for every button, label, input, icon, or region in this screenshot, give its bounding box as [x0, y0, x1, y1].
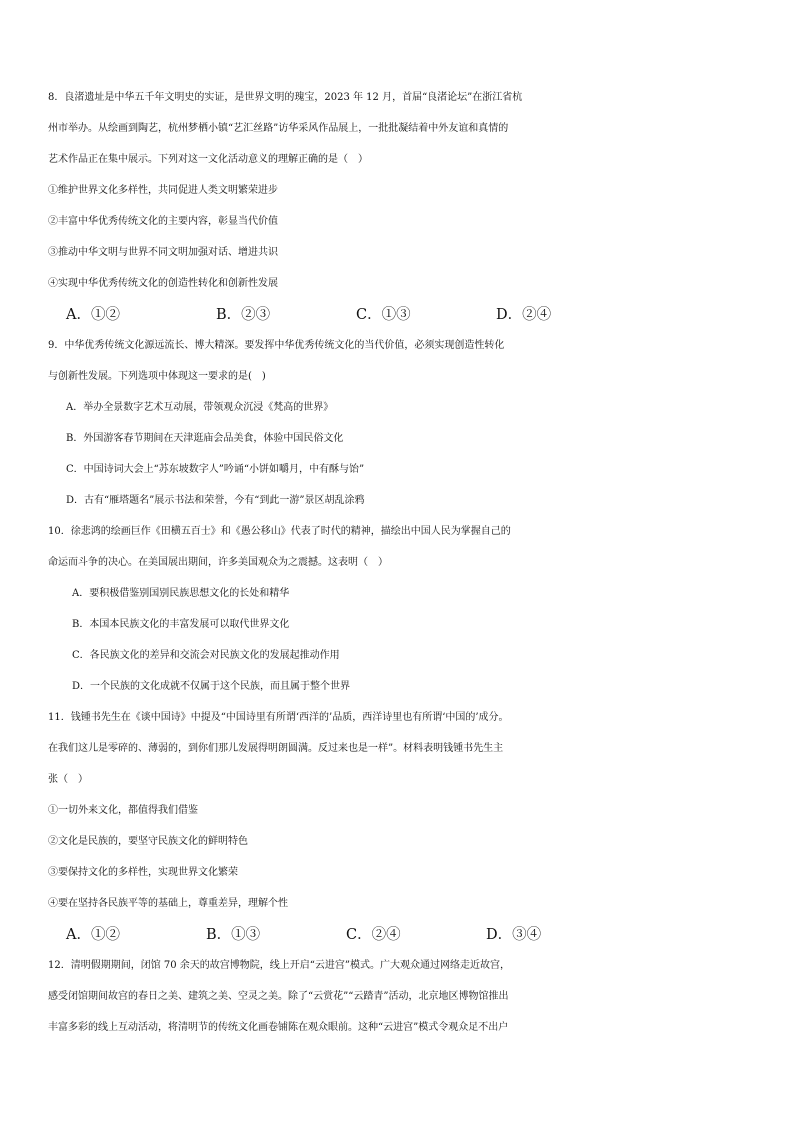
q8-line-2: 州市举办。从绘画到陶艺，杭州梦栖小镇“艺汇丝路”访华采风作品展上，一批批凝结着中外友谊和真情的 — [48, 123, 509, 134]
q8-statement-2: ②丰富中华优秀传统文化的主要内容，彰显当代价值 — [48, 216, 278, 227]
q10-option-a[interactable]: A．要积极借鉴别国别民族思想文化的长处和精华 — [72, 588, 290, 599]
q8-option-c[interactable]: C．①③ — [356, 307, 411, 323]
q9-line-2: 与创新性发展。下列选项中体现这一要求的是( ) — [48, 371, 266, 382]
q9-option-c[interactable]: C．中国诗词大会上“苏东坡数字人”吟诵“小饼如嚼月，中有酥与饴” — [66, 464, 365, 475]
q11-statement-1: ①一切外来文化，都值得我们借鉴 — [48, 805, 198, 816]
q8-option-a[interactable]: A．①② — [66, 307, 120, 323]
q10-line-2: 命运而斗争的决心。在美国展出期间，许多美国观众为之震撼。这表明（ ） — [48, 557, 388, 568]
q9-option-a[interactable]: A．举办全景数字艺术互动展，带领观众沉浸《梵高的世界》 — [66, 402, 334, 413]
q11-option-c[interactable]: C．②④ — [346, 927, 401, 943]
q8-line-1: 8．良渚遗址是中华五千年文明史的实证，是世界文明的瑰宝，2023 年 12 月，首届“良渚论坛”在浙江省杭 — [48, 92, 523, 103]
q8-statement-4: ④实现中华优秀传统文化的创造性转化和创新性发展 — [48, 278, 278, 289]
q11-statement-3: ③要保持文化的多样性，实现世界文化繁荣 — [48, 867, 238, 878]
q12-line-1: 12．清明假期期间，闭馆 70 余天的故宫博物院，线上开启“云进宫”模式。广大观众通过网络走近故宫， — [48, 960, 511, 971]
q11-statement-4: ④要在坚持各民族平等的基础上，尊重差异，理解个性 — [48, 898, 288, 909]
q12-line-2: 感受闭馆期间故宫的春日之美、建筑之美、空灵之美。除了“云赏花”“云踏青”活动，北京地区博物馆推出 — [48, 991, 509, 1002]
q9-line-1: 9．中华优秀传统文化源远流长、博大精深。要发挥中华优秀传统文化的当代价值，必须实现创造性转化 — [48, 340, 505, 351]
q11-option-d[interactable]: D．③④ — [486, 927, 542, 943]
q9-option-d[interactable]: D．古有“雁塔题名”展示书法和荣誉，今有“到此一游”景区胡乱涂鸦 — [66, 495, 365, 506]
q8-line-3: 艺术作品正在集中展示。下列对这一文化活动意义的理解正确的是（ ） — [48, 154, 368, 165]
q10-option-d[interactable]: D．一个民族的文化成就不仅属于这个民族，而且属于整个世界 — [72, 681, 351, 692]
q8-statement-3: ③推动中华文明与世界不同文明加强对话、增进共识 — [48, 247, 278, 258]
q11-option-b[interactable]: B．①③ — [206, 927, 261, 943]
q9-option-b[interactable]: B．外国游客春节期间在天津逛庙会品美食，体验中国民俗文化 — [66, 433, 344, 444]
q8-option-d[interactable]: D．②④ — [496, 307, 552, 323]
q8-option-b[interactable]: B．②③ — [216, 307, 271, 323]
q8-statement-1: ①维护世界文化多样性，共同促进人类文明繁荣进步 — [48, 185, 278, 196]
q11-line-2: 在我们这儿是零碎的、薄弱的，到你们那儿发展得明朗圆满。反过来也是一样”。材料表明钱锺书先生主 — [48, 743, 504, 754]
q11-line-3: 张（ ） — [48, 774, 88, 785]
q11-option-a[interactable]: A．①② — [66, 927, 120, 943]
q10-line-1: 10．徐悲鸿的绘画巨作《田横五百士》和《愚公移山》代表了时代的精神，描绘出中国人民为掌握自己的 — [48, 526, 511, 537]
q10-option-c[interactable]: C．各民族文化的差异和交流会对民族文化的发展起推动作用 — [72, 650, 340, 661]
q10-option-b[interactable]: B．本国本民族文化的丰富发展可以取代世界文化 — [72, 619, 290, 630]
q11-statement-2: ②文化是民族的，要坚守民族文化的鲜明特色 — [48, 836, 248, 847]
q12-line-3: 丰富多彩的线上互动活动，将清明节的传统文化画卷铺陈在观众眼前。这种“云进宫”模式令观众足不出户 — [48, 1022, 509, 1033]
q11-line-1: 11．钱锺书先生在《谈中国诗》中提及“中国诗里有所谓‘西洋的’品质，西洋诗里也有所谓‘中国的’成分。 — [48, 712, 509, 723]
